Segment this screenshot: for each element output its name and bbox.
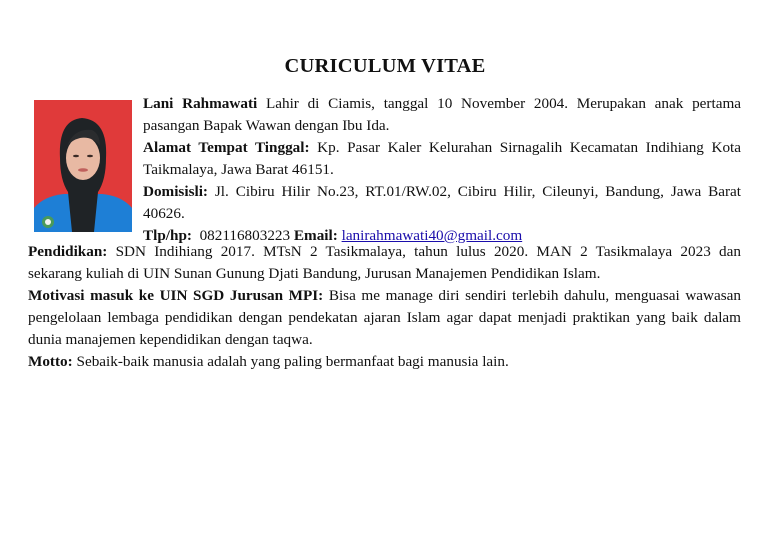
document-title: CURICULUM VITAE bbox=[284, 55, 486, 77]
education-label: Pendidikan: bbox=[28, 243, 108, 260]
profile-birth-line-2: pasangan Bapak Wawan dengan Ibu Ida. bbox=[143, 117, 390, 134]
domicile-label: Domisisli: bbox=[143, 183, 208, 200]
domicile-line-1 bbox=[143, 181, 741, 203]
motto-label: Motto: bbox=[28, 353, 73, 370]
motto-line bbox=[28, 351, 741, 373]
profile-birth-line-1 bbox=[143, 93, 741, 115]
motivation-label: Motivasi masuk ke UIN SGD Jurusan MPI: bbox=[28, 287, 324, 304]
domicile-text: Jl. Cibiru Hilir No.23, RT.01/RW.02, Cibiru Hilir, Cileunyi, Bandung, Jawa Barat bbox=[207, 183, 741, 200]
address-label: Alamat Tempat Tinggal: bbox=[143, 139, 310, 156]
motivation-line-3: dunia manajemen kependidikan dengan taqwa. bbox=[28, 331, 313, 348]
address-line-2: Taikmalaya, Jawa Barat 46151. bbox=[143, 161, 334, 178]
email-link[interactable]: lanirahmawati40@gmail.com bbox=[341, 227, 523, 244]
education-text: SDN Indihiang 2017. MTsN 2 Tasikmalaya, tahun lulus 2020. MAN 2 Tasikmalaya 2023 dan bbox=[107, 243, 741, 260]
education-line-1 bbox=[28, 241, 741, 263]
phone-label: Tlp/hp: bbox=[143, 227, 192, 244]
profile-photo bbox=[34, 100, 132, 232]
domicile-line-2: 40626. bbox=[143, 205, 185, 222]
portrait-image bbox=[34, 100, 132, 232]
motivation-line-1 bbox=[28, 285, 741, 307]
email-label: Email: bbox=[293, 227, 338, 244]
profile-birth-text: Lahir di Ciamis, tanggal 10 November 2004. Merupakan anak pertama bbox=[257, 95, 741, 112]
motivation-text: Bisa me manage diri sendiri terlebih dahulu, menguasai wawasan bbox=[323, 287, 741, 304]
motto-text: Sebaik-baik manusia adalah yang paling bermanfaat bagi manusia lain. bbox=[72, 353, 509, 370]
education-line-2: sekarang kuliah di UIN Sunan Gunung Djati Bandung, Jurusan Manajemen Pendidikan Islam. bbox=[28, 265, 601, 282]
profile-name: Lani Rahmawati bbox=[143, 95, 258, 112]
phone-value: 082116803223 bbox=[191, 227, 294, 244]
address-text: Kp. Pasar Kaler Kelurahan Sirnagalih Kecamatan Indihiang Kota bbox=[309, 139, 742, 156]
address-line-1 bbox=[143, 137, 741, 159]
motivation-line-2: pengelolaan lembaga pendidikan dengan pendekatan ajaran Islam agar dapat menjadi praktikan yang baik dalam bbox=[28, 309, 741, 326]
